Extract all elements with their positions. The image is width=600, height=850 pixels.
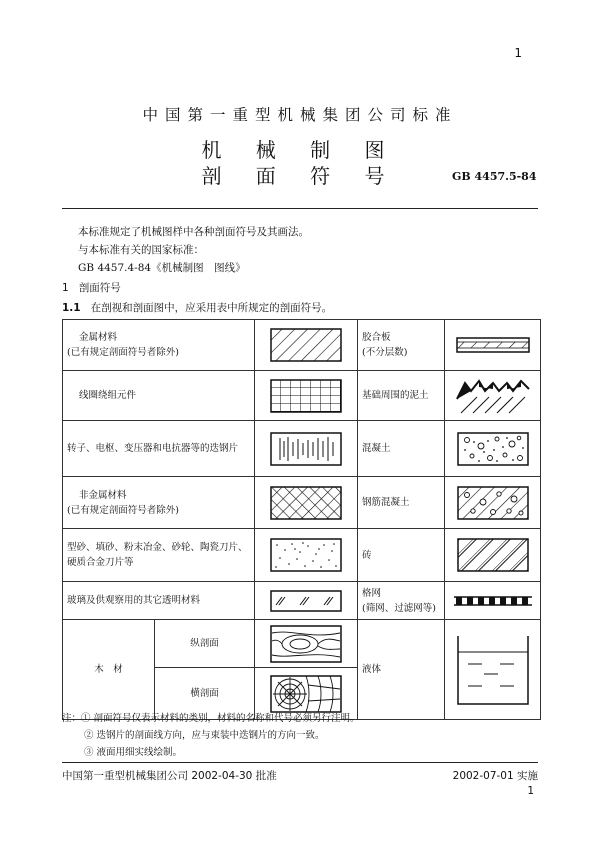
- standard-code: GB 4457.5-84: [452, 170, 537, 183]
- material-label: 液体: [362, 664, 382, 675]
- material-label: 金属材料: [79, 332, 118, 343]
- brick-symbol: [445, 529, 541, 582]
- page-number-top: 1: [514, 46, 522, 60]
- wood-longitudinal-symbol: [255, 620, 358, 668]
- material-label-cell: [358, 371, 445, 421]
- material-label-cell: [63, 582, 255, 620]
- approval-date: 中国第一重型机械集团公司 2002-04-30 批准: [62, 770, 277, 782]
- material-label: 玻璃及供观察用的其它透明材料: [67, 595, 201, 606]
- section-title: 剖面符号: [78, 282, 121, 294]
- notes-block: [62, 710, 360, 761]
- liquid-symbol: [445, 620, 541, 720]
- material-note: 硬质合金刀片等: [67, 557, 134, 568]
- table-row: [63, 620, 541, 668]
- glass-symbol: [255, 582, 358, 620]
- implementation-date: 2002-07-01 实施: [452, 770, 538, 782]
- table-row: [63, 320, 541, 371]
- header-rule: [62, 208, 538, 209]
- reinforced-concrete-symbol: [445, 477, 541, 529]
- material-note: (已有规定剖面符号者除外): [67, 504, 179, 516]
- clause-text: 在剖视和剖面图中，应采用表中所规定的剖面符号。: [90, 302, 333, 314]
- page-number-bottom: 1: [527, 785, 534, 797]
- material-label: 型砂、填砂、粉末冶金、砂轮、陶瓷刀片、: [67, 542, 248, 553]
- material-label-cell: [358, 421, 445, 477]
- liquid-label-cell: [358, 620, 445, 720]
- note-2: ② 迭钢片的剖面线方向，应与束装中迭钢片的方向一致。: [84, 730, 325, 741]
- material-label-cell: [63, 320, 255, 371]
- concrete-symbol: [445, 421, 541, 477]
- material-label: 格网: [362, 587, 382, 599]
- material-label: 线圈绕组元件: [79, 390, 137, 401]
- mesh-symbol: [445, 582, 541, 620]
- footer-rule: [62, 762, 538, 763]
- note-3: ③ 液面用细实线绘制。: [84, 747, 183, 758]
- material-label: 转子、电枢、变压器和电抗器等的迭钢片: [67, 443, 239, 454]
- metal-symbol: [255, 320, 358, 371]
- wood-label-cell: [63, 620, 155, 720]
- table-row: [63, 582, 541, 620]
- material-label: 非金属材料: [79, 489, 127, 501]
- section-symbol-table: [62, 319, 541, 720]
- wood-longitudinal-label: 纵剖面: [190, 638, 219, 649]
- wood-transverse-label: 横剖面: [190, 688, 219, 699]
- nonmetal-symbol: [255, 477, 358, 529]
- table-row: [63, 421, 541, 477]
- coil-winding-symbol: [255, 371, 358, 421]
- soil-symbol: [445, 371, 541, 421]
- section-heading: [62, 280, 121, 295]
- material-label: 基础周围的泥土: [362, 390, 429, 401]
- material-note: (不分层数): [362, 347, 408, 358]
- table-row: [63, 371, 541, 421]
- material-label-cell: [63, 529, 255, 582]
- material-label: 砖: [362, 549, 372, 561]
- clause-number: 1.1: [62, 302, 81, 314]
- material-label: 混凝土: [362, 443, 391, 454]
- material-label-cell: [358, 477, 445, 529]
- material-label-cell: [358, 582, 445, 620]
- clause-1-1: [62, 300, 332, 315]
- wood-label: 木 材: [94, 664, 123, 675]
- material-label-cell: [358, 529, 445, 582]
- document-title-line2: 剖 面 符 号: [201, 164, 399, 188]
- laminated-steel-symbol: [255, 421, 358, 477]
- plywood-symbol: [445, 320, 541, 371]
- material-label-cell: [358, 320, 445, 371]
- document-title-line1: 机 械 制 图: [201, 138, 399, 162]
- material-note: (已有规定剖面符号者除外): [67, 347, 179, 358]
- note-1: ① 剖面符号仅表示材料的类别，材料的名称和代号必须另行注明。: [81, 713, 360, 724]
- intro-line2: 与本标准有关的国家标准：: [78, 244, 204, 256]
- section-number: 1: [62, 282, 69, 294]
- material-label-cell: [63, 421, 255, 477]
- material-label-cell: [63, 477, 255, 529]
- material-label-cell: [63, 371, 255, 421]
- material-note: (筛网、过滤网等): [362, 602, 436, 614]
- wood-longitudinal-label-cell: [155, 620, 255, 668]
- material-label: 胶合板: [362, 332, 391, 343]
- table-row: [63, 529, 541, 582]
- notes-prefix: 注：: [62, 713, 82, 724]
- sand-symbol: [255, 529, 358, 582]
- table-row: [63, 477, 541, 529]
- organization-title: 中国第一重型机械集团公司标准: [142, 106, 458, 124]
- intro-line3: GB 4457.4-84《机械制图 图线》: [78, 262, 246, 274]
- material-label: 钢筋混凝土: [362, 497, 410, 508]
- intro-line1: 本标准规定了机械图样中各种剖面符号及其画法。: [78, 226, 309, 238]
